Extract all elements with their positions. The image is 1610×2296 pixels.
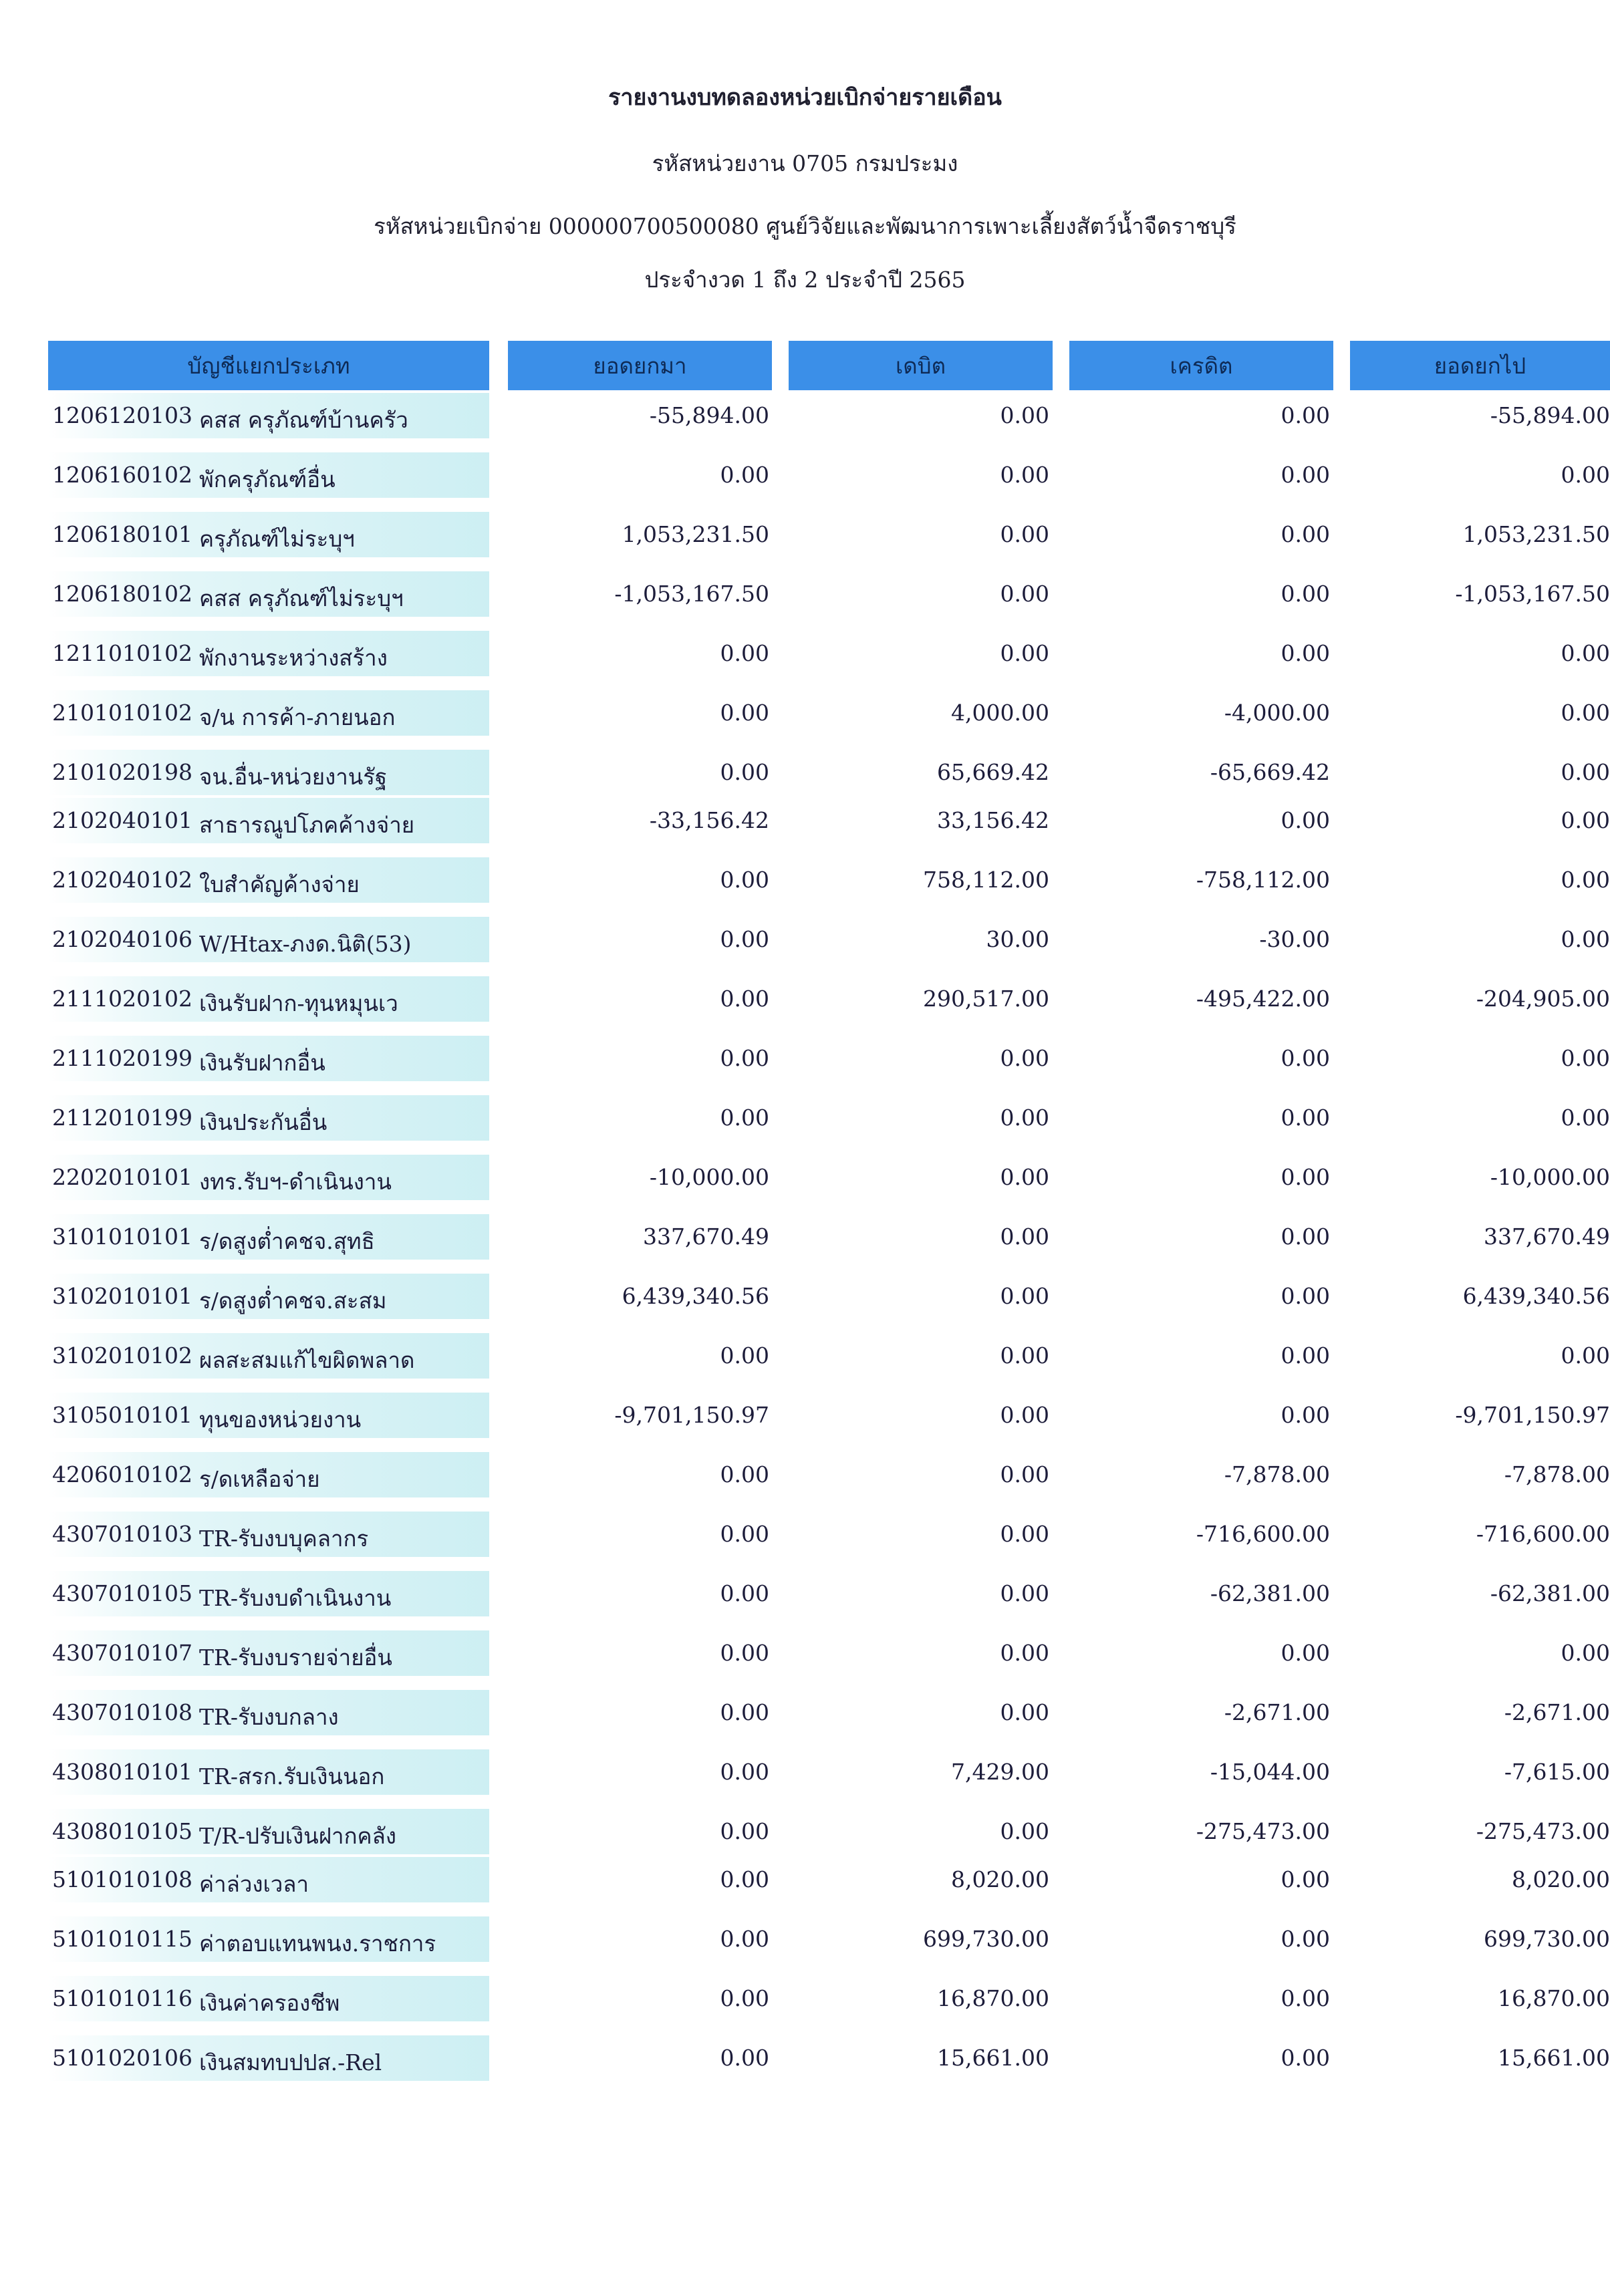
credit-value: -65,669.42 [1210,759,1330,785]
table-row [0,1749,1610,1795]
account-code: 1206120103 [52,402,192,428]
table-row [0,1214,1610,1260]
debit-value: 16,870.00 [937,1985,1049,2011]
table-row [0,1690,1610,1735]
debit-value: 30.00 [986,926,1049,952]
carried-forward-value: -62,381.00 [1490,1580,1610,1606]
brought-forward-value: -9,701,150.97 [614,1402,769,1428]
carried-forward-value: 337,670.49 [1484,1224,1610,1250]
brought-forward-value: 0.00 [720,1342,769,1369]
account-code: 2102040101 [52,807,192,833]
carried-forward-value: 0.00 [1561,1640,1610,1666]
debit-value: 0.00 [1000,1580,1049,1606]
brought-forward-value: -33,156.42 [649,807,769,833]
carried-forward-value: -2,671.00 [1504,1699,1610,1725]
account-name: สาธารณูปโภคค้างจ่าย [199,812,415,838]
debit-value: 8,020.00 [951,1866,1049,1892]
account-name: TR-รับงบบุคลากร [199,1526,369,1552]
account-name: เงินรับฝาก-ทุนหมุนเว [199,990,398,1016]
carried-forward-value: -7,615.00 [1504,1759,1610,1785]
debit-value: 0.00 [1000,1818,1049,1844]
table-row [0,1452,1610,1497]
credit-value: 0.00 [1281,402,1330,428]
brought-forward-value: 0.00 [720,926,769,952]
table-row [0,1333,1610,1379]
brought-forward-value: 0.00 [720,1045,769,1071]
brought-forward-value: 0.00 [720,986,769,1012]
account-name: ใบสำคัญค้างจ่าย [199,871,360,897]
debit-value: 4,000.00 [951,700,1049,726]
brought-forward-value: 0.00 [720,1461,769,1487]
debit-value: 0.00 [1000,1224,1049,1250]
brought-forward-value: 0.00 [720,759,769,785]
carried-forward-value: 0.00 [1561,640,1610,666]
debit-value: 0.00 [1000,1461,1049,1487]
account-name: TR-สรก.รับเงินนอก [199,1763,385,1789]
debit-value: 0.00 [1000,1164,1049,1190]
brought-forward-value: 0.00 [720,2045,769,2071]
brought-forward-value: -10,000.00 [649,1164,769,1190]
debit-value: 0.00 [1000,640,1049,666]
account-code: 2102040106 [52,926,192,952]
carried-forward-value: 16,870.00 [1498,1985,1610,2011]
account-name: TR-รับงบรายจ่ายอื่น [199,1644,392,1671]
account-name: พักครุภัณฑ์อื่น [199,466,336,492]
account-code: 3105010101 [52,1402,192,1428]
account-name: จ/น การค้า-ภายนอก [199,704,396,730]
credit-value: 0.00 [1281,1045,1330,1071]
table-row [0,393,1610,438]
column-header-brought-forward: ยอดยกมา [508,341,772,390]
credit-value: -62,381.00 [1210,1580,1330,1606]
account-name: W/Htax-ภงด.นิติ(53) [199,931,412,957]
debit-value: 7,429.00 [951,1759,1049,1785]
debit-value: 0.00 [1000,1640,1049,1666]
credit-value: 0.00 [1281,1985,1330,2011]
brought-forward-value: 0.00 [720,1105,769,1131]
account-name: คสส ครุภัณฑ์ไม่ระบุฯ [199,585,404,611]
credit-value: 0.00 [1281,1402,1330,1428]
credit-value: 0.00 [1281,1164,1330,1190]
account-name: จน.อื่น-หน่วยงานรัฐ [199,764,388,790]
account-name: ค่าล่วงเวลา [199,1871,309,1897]
credit-value: 0.00 [1281,521,1330,547]
credit-value: -30.00 [1259,926,1330,952]
credit-value: -758,112.00 [1196,867,1330,893]
account-name: TR-รับงบดำเนินงาน [199,1585,392,1611]
debit-value: 290,517.00 [923,986,1049,1012]
carried-forward-value: 8,020.00 [1512,1866,1610,1892]
column-header-debit: เดบิต [789,341,1053,390]
account-name: ครุภัณฑ์ไม่ระบุฯ [199,526,355,552]
account-code: 4307010108 [52,1699,192,1725]
account-name: ทุนของหน่วยงาน [199,1407,362,1433]
account-name: ร/ดสูงต่ำคชจ.สุทธิ [199,1228,375,1254]
debit-value: 0.00 [1000,402,1049,428]
carried-forward-value: 0.00 [1561,926,1610,952]
brought-forward-value: 0.00 [720,462,769,488]
carried-forward-value: -716,600.00 [1476,1521,1610,1547]
credit-value: -2,671.00 [1224,1699,1330,1725]
debit-value: 0.00 [1000,581,1049,607]
credit-value: 0.00 [1281,581,1330,607]
debit-value: 0.00 [1000,462,1049,488]
carried-forward-value: 0.00 [1561,1105,1610,1131]
table-row [0,1512,1610,1557]
account-code: 1211010102 [52,640,192,666]
table-row [0,976,1610,1022]
table-row [0,1393,1610,1438]
carried-forward-value: -10,000.00 [1490,1164,1610,1190]
account-code: 3102010102 [52,1342,192,1369]
credit-value: -495,422.00 [1196,986,1330,1012]
account-code: 2101020198 [52,759,192,785]
table-row [0,2035,1610,2081]
credit-value: -7,878.00 [1224,1461,1330,1487]
table-row [0,1095,1610,1141]
debit-value: 0.00 [1000,521,1049,547]
brought-forward-value: 0.00 [720,640,769,666]
carried-forward-value: 0.00 [1561,1342,1610,1369]
table-row [0,1571,1610,1616]
carried-forward-value: -204,905.00 [1476,986,1610,1012]
carried-forward-value: 6,439,340.56 [1462,1283,1610,1309]
credit-value: 0.00 [1281,1342,1330,1369]
period-line: ประจำงวด 1 ถึง 2 ประจำปี 2565 [644,267,966,293]
disbursement-unit-line: รหัสหน่วยเบิกจ่าย 000000700500080 ศูนย์วิจัยและพัฒนาการเพาะเลี้ยงสัตว์น้ำจืดราชบุรี [374,213,1236,239]
credit-value: 0.00 [1281,1224,1330,1250]
account-code: 3101010101 [52,1224,192,1250]
credit-value: 0.00 [1281,1866,1330,1892]
debit-value: 0.00 [1000,1045,1049,1071]
table-row [0,631,1610,676]
debit-value: 0.00 [1000,1283,1049,1309]
account-name: ร/ดสูงต่ำคชจ.สะสม [199,1288,387,1314]
table-row [0,1274,1610,1319]
carried-forward-value: 15,661.00 [1498,2045,1610,2071]
credit-value: 0.00 [1281,1283,1330,1309]
account-name: ร/ดเหลือจ่าย [199,1466,320,1492]
credit-value: 0.00 [1281,2045,1330,2071]
account-code: 4206010102 [52,1461,192,1487]
table-row [0,1155,1610,1200]
table-row [0,1916,1610,1962]
brought-forward-value: 0.00 [720,1521,769,1547]
brought-forward-value: 0.00 [720,1640,769,1666]
account-code: 2102040102 [52,867,192,893]
account-code: 2202010101 [52,1164,192,1190]
brought-forward-value: 0.00 [720,1866,769,1892]
credit-value: 0.00 [1281,1105,1330,1131]
account-code: 4307010107 [52,1640,192,1666]
brought-forward-value: 0.00 [720,1818,769,1844]
table-row [0,690,1610,736]
carried-forward-value: 0.00 [1561,759,1610,785]
table-row [0,452,1610,498]
account-name: TR-รับงบกลาง [199,1704,339,1730]
account-code: 2112010199 [52,1105,192,1131]
credit-value: -716,600.00 [1196,1521,1330,1547]
debit-value: 33,156.42 [937,807,1049,833]
table-row [0,512,1610,557]
table-row [0,1809,1610,1854]
account-code: 4308010105 [52,1818,192,1844]
brought-forward-value: 6,439,340.56 [622,1283,769,1309]
account-name: เงินรับฝากอื่น [199,1050,325,1076]
carried-forward-value: 699,730.00 [1484,1926,1610,1952]
brought-forward-value: 0.00 [720,1985,769,2011]
carried-forward-value: 0.00 [1561,867,1610,893]
carried-forward-value: 0.00 [1561,462,1610,488]
debit-value: 15,661.00 [937,2045,1049,2071]
carried-forward-value: -1,053,167.50 [1455,581,1610,607]
account-code: 4307010105 [52,1580,192,1606]
account-code: 1206180102 [52,581,192,607]
table-row [0,857,1610,903]
debit-value: 758,112.00 [923,867,1049,893]
carried-forward-value: -55,894.00 [1490,402,1610,428]
account-name: คสส ครุภัณฑ์บ้านครัว [199,407,408,433]
account-name: T/R-ปรับเงินฝากคลัง [199,1823,396,1849]
brought-forward-value: 0.00 [720,1580,769,1606]
credit-value: -4,000.00 [1224,700,1330,726]
account-code: 2111020102 [52,986,192,1012]
column-header-credit: เครดิต [1069,341,1333,390]
brought-forward-value: 0.00 [720,700,769,726]
credit-value: 0.00 [1281,462,1330,488]
brought-forward-value: -1,053,167.50 [614,581,769,607]
agency-line: รหัสหน่วยงาน 0705 กรมประมง [652,150,958,176]
account-code: 5101010116 [52,1985,192,2011]
account-code: 4307010103 [52,1521,192,1547]
table-row [0,571,1610,617]
carried-forward-value: -275,473.00 [1476,1818,1610,1844]
credit-value: 0.00 [1281,1640,1330,1666]
table-row [0,1857,1610,1902]
credit-value: -15,044.00 [1210,1759,1330,1785]
debit-value: 0.00 [1000,1342,1049,1369]
account-name: เงินประกันอื่น [199,1109,327,1135]
account-code: 5101010108 [52,1866,192,1892]
account-name: เงินค่าครองชีพ [199,1990,340,2016]
account-name: ผลสะสมแก้ไขผิดพลาด [199,1347,415,1373]
carried-forward-value: 0.00 [1561,700,1610,726]
credit-value: 0.00 [1281,807,1330,833]
carried-forward-value: -9,701,150.97 [1455,1402,1610,1428]
debit-value: 699,730.00 [923,1926,1049,1952]
account-code: 2111020199 [52,1045,192,1071]
brought-forward-value: 0.00 [720,1926,769,1952]
account-code: 3102010101 [52,1283,192,1309]
credit-value: 0.00 [1281,1926,1330,1952]
account-name: ค่าตอบแทนพนง.ราชการ [199,1930,436,1957]
carried-forward-value: 0.00 [1561,807,1610,833]
brought-forward-value: 0.00 [720,867,769,893]
account-code: 1206180101 [52,521,192,547]
credit-value: -275,473.00 [1196,1818,1330,1844]
carried-forward-value: -7,878.00 [1504,1461,1610,1487]
column-header-account: บัญชีแยกประเภท [48,341,489,390]
debit-value: 0.00 [1000,1402,1049,1428]
table-row [0,1036,1610,1081]
brought-forward-value: -55,894.00 [649,402,769,428]
brought-forward-value: 0.00 [720,1699,769,1725]
table-row [0,1976,1610,2021]
account-code: 5101010115 [52,1926,192,1952]
column-header-carried-forward: ยอดยกไป [1350,341,1610,390]
account-code: 2101010102 [52,700,192,726]
debit-value: 65,669.42 [937,759,1049,785]
account-code: 4308010101 [52,1759,192,1785]
account-name: งทร.รับฯ-ดำเนินงาน [199,1169,392,1195]
carried-forward-value: 1,053,231.50 [1462,521,1610,547]
debit-value: 0.00 [1000,1699,1049,1725]
brought-forward-value: 0.00 [720,1759,769,1785]
account-name: เงินสมทบปปส.-Rel [199,2049,382,2075]
table-row [0,1630,1610,1676]
brought-forward-value: 1,053,231.50 [622,521,769,547]
carried-forward-value: 0.00 [1561,1045,1610,1071]
credit-value: 0.00 [1281,640,1330,666]
account-name: พักงานระหว่างสร้าง [199,645,388,671]
report-title: รายงานงบทดลองหน่วยเบิกจ่ายรายเดือน [608,84,1002,111]
debit-value: 0.00 [1000,1105,1049,1131]
debit-value: 0.00 [1000,1521,1049,1547]
brought-forward-value: 337,670.49 [643,1224,769,1250]
account-code: 5101020106 [52,2045,192,2071]
table-row [0,750,1610,795]
account-code: 1206160102 [52,462,192,488]
table-row [0,917,1610,962]
table-row [0,798,1610,843]
